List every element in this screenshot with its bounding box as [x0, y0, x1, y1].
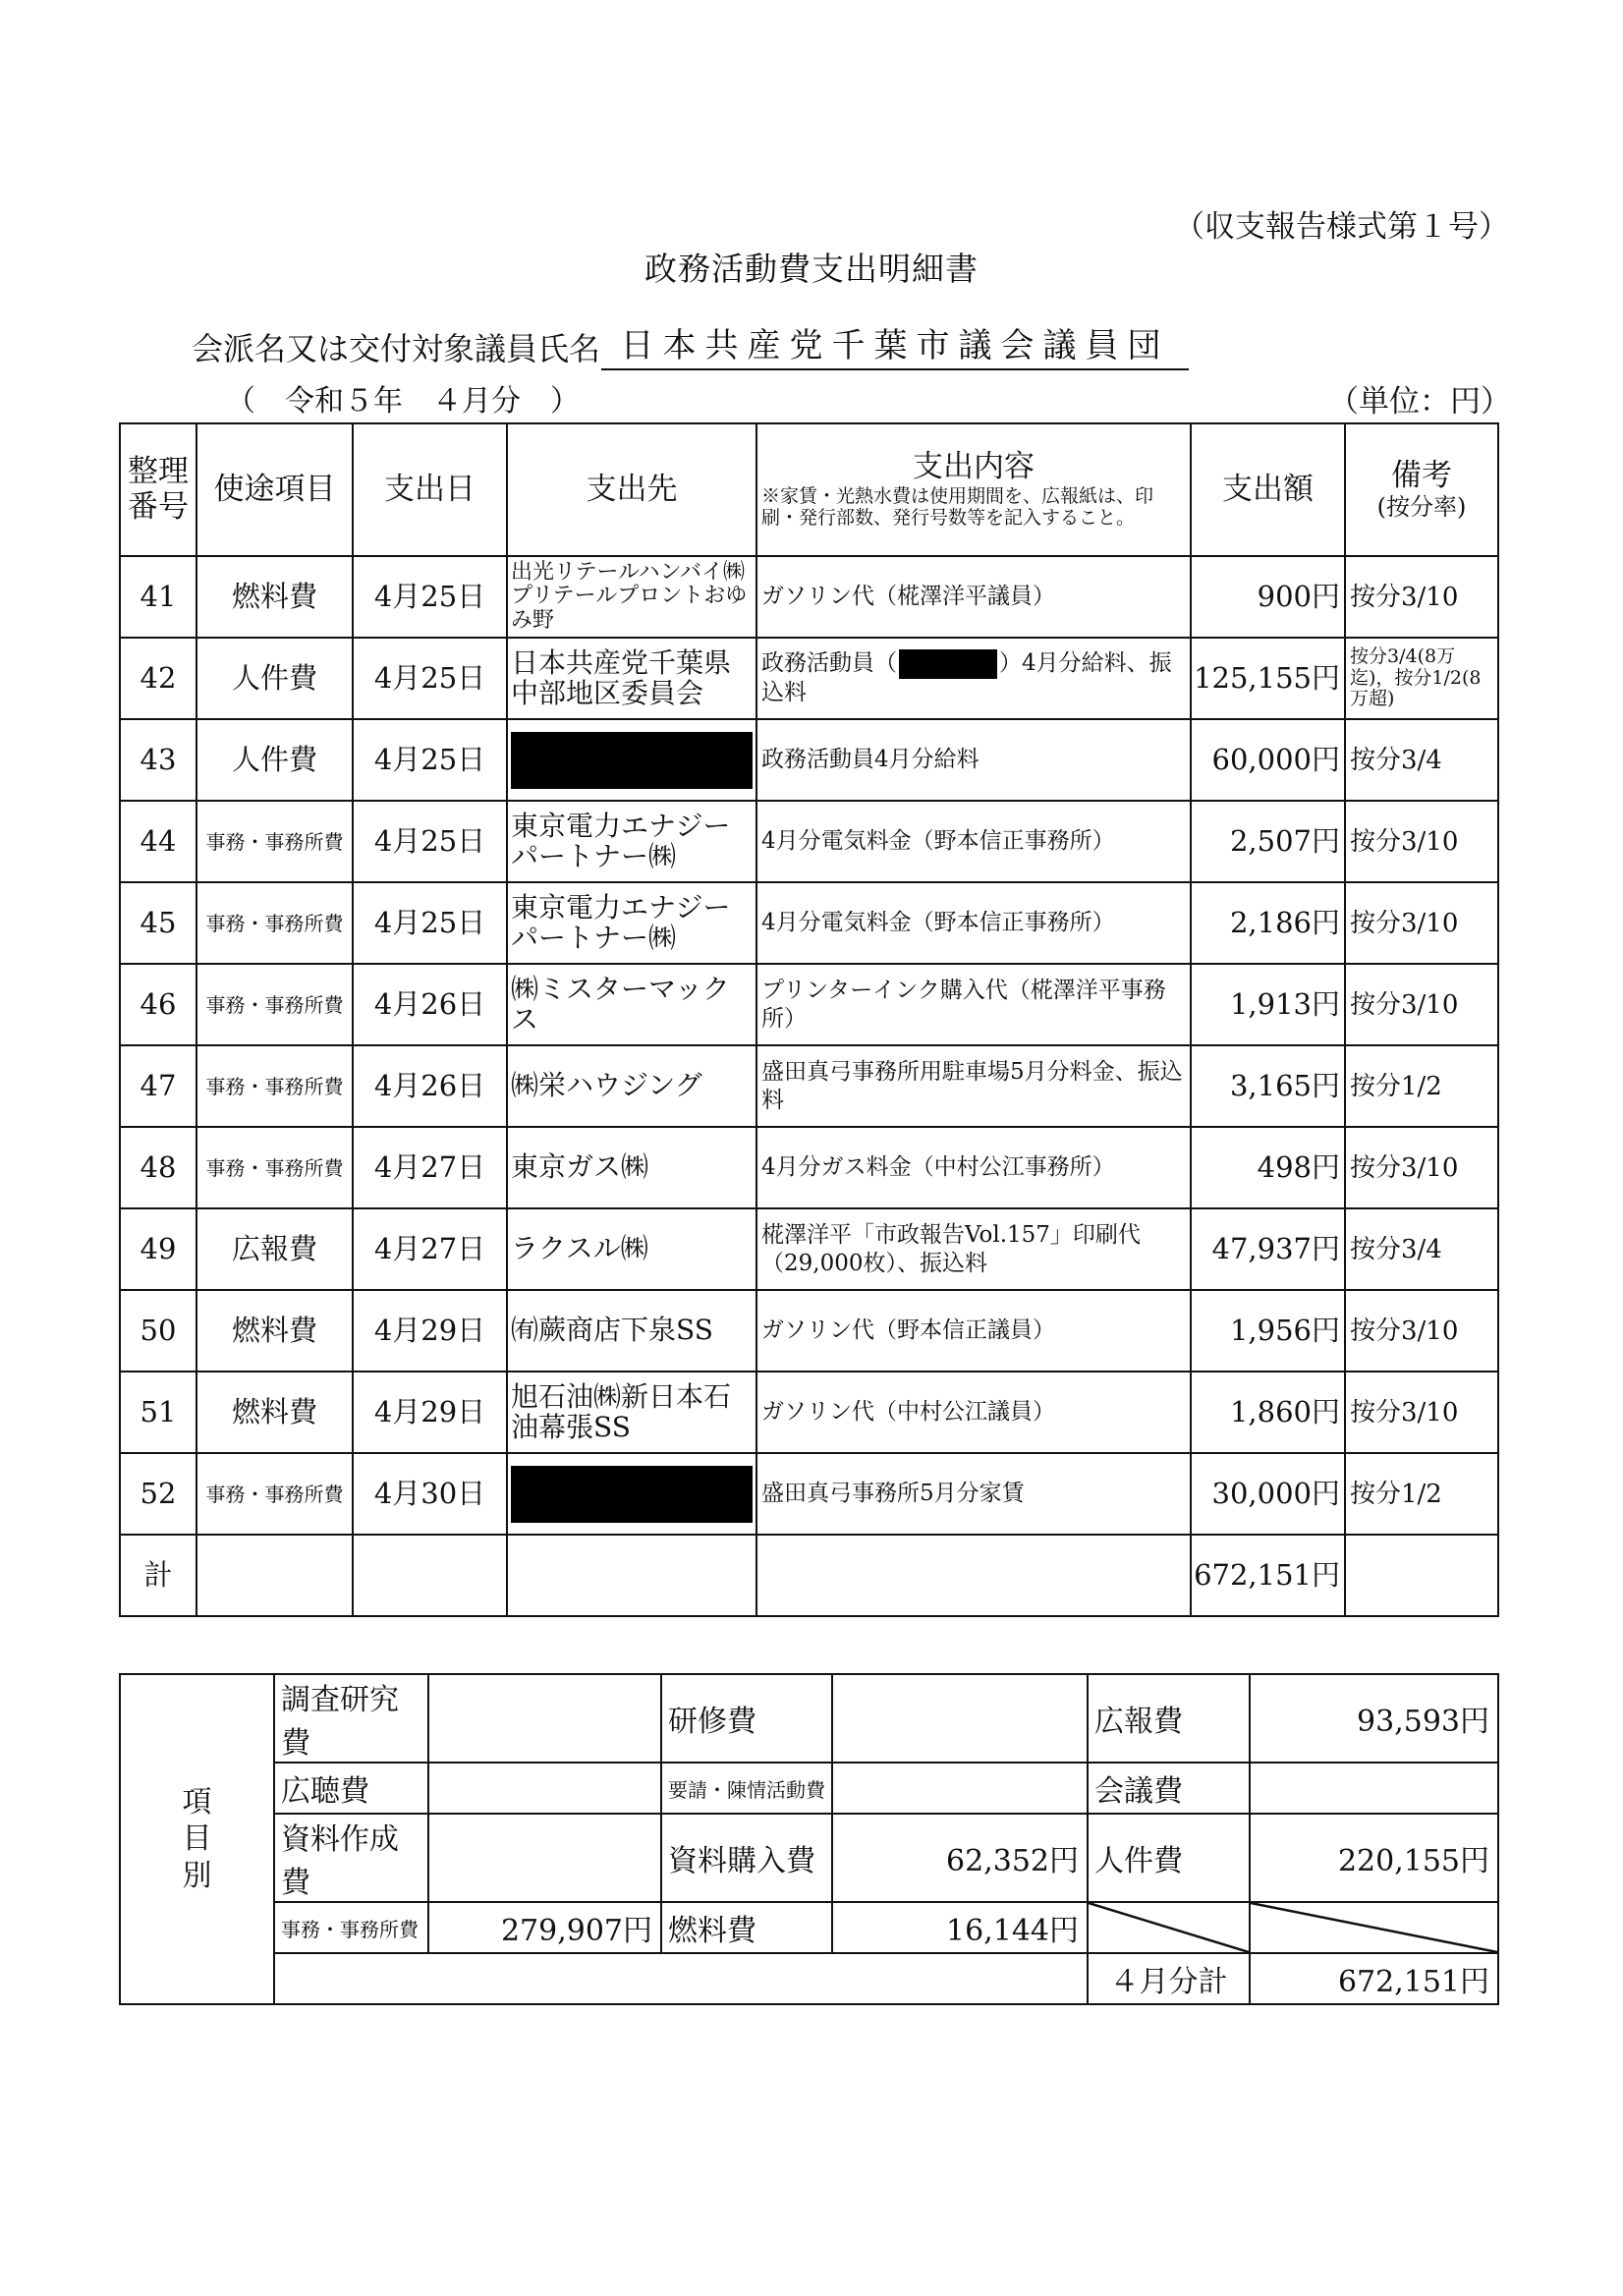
total-empty: [756, 1535, 1191, 1616]
summary-label: 広報費: [1088, 1674, 1250, 1763]
row-note: 按分3/10: [1345, 964, 1498, 1045]
row-payee: ラクスル㈱: [507, 1208, 756, 1290]
row-content: 4月分電気料金（野本信正事務所）: [756, 801, 1191, 882]
header-date: 支出日: [353, 423, 507, 556]
table-row: [120, 1208, 1498, 1290]
row-amount: 60,000円: [1191, 719, 1345, 801]
row-content: 政務活動員4月分給料: [756, 719, 1191, 801]
summary-value: 16,144円: [832, 1902, 1088, 1953]
redaction-block: [511, 1466, 753, 1523]
summary-label: 広聴費: [274, 1763, 428, 1814]
row-content: 4月分電気料金（野本信正事務所）: [756, 882, 1191, 964]
row-amount: 900円: [1191, 556, 1345, 638]
header-remarks: [1345, 423, 1498, 556]
row-date: 4月25日: [353, 719, 507, 801]
row-payee: 東京電力エナジーパートナー㈱: [507, 801, 756, 882]
summary-label: 資料作成費: [274, 1814, 428, 1902]
row-note: 按分3/10: [1345, 882, 1498, 964]
row-no: 47: [120, 1045, 196, 1127]
row-payee: ㈲蕨商店下泉SS: [507, 1290, 756, 1372]
summary-value: 93,593円: [1250, 1674, 1498, 1763]
header-content-title: 支出内容: [913, 448, 1035, 484]
row-note: 按分1/2: [1345, 1045, 1498, 1127]
row-no: 51: [120, 1372, 196, 1453]
row-date: 4月26日: [353, 1045, 507, 1127]
row-category: 事務・事務所費: [196, 964, 353, 1045]
summary-value: [428, 1763, 661, 1814]
row-note: 按分3/10: [1345, 801, 1498, 882]
total-amount: 672,151円: [1191, 1535, 1345, 1616]
row-date: 4月27日: [353, 1208, 507, 1290]
unit-label: （単位：円）: [1328, 384, 1511, 420]
header-content-note: ※家賃・光熱水費は使用期間を、広報紙は、印刷・発行部数、発行号数等を記入すること。: [761, 484, 1154, 530]
table-row: [120, 1290, 1498, 1372]
redaction-block: [511, 732, 753, 789]
row-date: 4月25日: [353, 882, 507, 964]
header-content: [756, 423, 1191, 556]
row-no: 49: [120, 1208, 196, 1290]
summary-section-label: 項 目 別: [120, 1674, 274, 2004]
row-content-post: ）4月分給料、振込料: [761, 650, 1172, 706]
row-date: 4月29日: [353, 1290, 507, 1372]
diagonal-strike-cell: [1088, 1902, 1250, 1953]
row-date: 4月29日: [353, 1372, 507, 1453]
summary-row: [120, 1763, 1498, 1814]
row-category: 燃料費: [196, 1372, 353, 1453]
row-category: 人件費: [196, 638, 353, 719]
row-note: 按分3/4: [1345, 719, 1498, 801]
header-remarks-sub: (按分率): [1376, 492, 1467, 521]
table-row: [120, 1372, 1498, 1453]
table-row: [120, 638, 1498, 719]
header-remarks-title: 備考: [1391, 457, 1452, 493]
row-content: ガソリン代（野本信正議員）: [756, 1290, 1191, 1372]
header-payee: 支出先: [507, 423, 756, 556]
row-note: 按分3/4: [1345, 1208, 1498, 1290]
row-note: 按分1/2: [1345, 1453, 1498, 1535]
diagonal-strike-cell: [1250, 1902, 1498, 1953]
row-no: 43: [120, 719, 196, 801]
row-amount: 125,155円: [1191, 638, 1345, 719]
row-note: 按分3/10: [1345, 1372, 1498, 1453]
summary-total-row: [120, 1953, 1498, 2004]
table-header-row: [120, 423, 1498, 556]
row-category: 事務・事務所費: [196, 882, 353, 964]
row-payee: ㈱ミスターマックス: [507, 964, 756, 1045]
summary-value: [428, 1674, 661, 1763]
row-no: 45: [120, 882, 196, 964]
summary-label: 燃料費: [661, 1902, 832, 1953]
total-row: [120, 1535, 1498, 1616]
row-date: 4月25日: [353, 801, 507, 882]
table-row: [120, 556, 1498, 638]
row-date: 4月25日: [353, 638, 507, 719]
row-no: 46: [120, 964, 196, 1045]
redaction-block: [899, 649, 997, 679]
row-amount: 1,913円: [1191, 964, 1345, 1045]
header-amount: 支出額: [1191, 423, 1345, 556]
row-payee: ㈱栄ハウジング: [507, 1045, 756, 1127]
row-content: ガソリン代（中村公江議員）: [756, 1372, 1191, 1453]
page-title: 政務活動費支出明細書: [644, 250, 979, 288]
party-name: 日本共産党千葉市議会議員団: [601, 318, 1189, 370]
row-no: 50: [120, 1290, 196, 1372]
summary-label: 調査研究費: [274, 1674, 428, 1763]
row-category: 事務・事務所費: [196, 801, 353, 882]
row-amount: 47,937円: [1191, 1208, 1345, 1290]
summary-label: 会議費: [1088, 1763, 1250, 1814]
row-content-pre: 政務活動員（: [761, 650, 897, 677]
summary-row: [120, 1674, 1498, 1763]
summary-row: [120, 1902, 1498, 1953]
form-code: （収支報告様式第１号）: [1174, 209, 1509, 245]
row-amount: 2,507円: [1191, 801, 1345, 882]
row-no: 48: [120, 1127, 196, 1208]
row-payee: 東京ガス㈱: [507, 1127, 756, 1208]
summary-value: [832, 1763, 1088, 1814]
total-empty: [507, 1535, 756, 1616]
summary-empty: [274, 1953, 1088, 2004]
table-row: [120, 882, 1498, 964]
row-date: 4月25日: [353, 556, 507, 638]
row-note: 按分3/10: [1345, 1290, 1498, 1372]
table-row: [120, 1453, 1498, 1535]
row-no: 44: [120, 801, 196, 882]
row-category: 燃料費: [196, 1290, 353, 1372]
row-date: 4月27日: [353, 1127, 507, 1208]
row-content: 4月分ガス料金（中村公江事務所）: [756, 1127, 1191, 1208]
summary-label: 研修費: [661, 1674, 832, 1763]
row-amount: 30,000円: [1191, 1453, 1345, 1535]
row-date: 4月26日: [353, 964, 507, 1045]
row-content: プリンターインク購入代（椛澤洋平事務所）: [756, 964, 1191, 1045]
summary-value: [1250, 1763, 1498, 1814]
summary-value: 62,352円: [832, 1814, 1088, 1902]
table-row: [120, 1127, 1498, 1208]
report-period: （ 令和５年 ４月分 ）: [226, 384, 580, 419]
total-empty: [196, 1535, 353, 1616]
row-category: 人件費: [196, 719, 353, 801]
row-payee-redacted: [507, 719, 756, 801]
summary-value: [832, 1674, 1088, 1763]
table-row: [120, 1045, 1498, 1127]
row-content: 椛澤洋平「市政報告Vol.157」印刷代（29,000枚）、振込料: [756, 1208, 1191, 1290]
row-category: 広報費: [196, 1208, 353, 1290]
header-category: 使途項目: [196, 423, 353, 556]
row-note: 按分3/4(8万迄)，按分1/2(8万超): [1345, 638, 1498, 719]
row-content: 盛田真弓事務所用駐車場5月分料金、振込料: [756, 1045, 1191, 1127]
month-total-label: ４月分計: [1088, 1953, 1250, 2004]
row-content: 盛田真弓事務所5月分家賃: [756, 1453, 1191, 1535]
row-no: 52: [120, 1453, 196, 1535]
summary-label: 人件費: [1088, 1814, 1250, 1902]
summary-label: 事務・事務所費: [274, 1902, 428, 1953]
table-row: [120, 719, 1498, 801]
row-payee: 出光リテールハンバイ㈱プリテールプロントおゆみ野: [507, 556, 756, 638]
row-note: 按分3/10: [1345, 1127, 1498, 1208]
row-category: 事務・事務所費: [196, 1453, 353, 1535]
row-category: 燃料費: [196, 556, 353, 638]
total-label: 計: [120, 1535, 196, 1616]
row-amount: 2,186円: [1191, 882, 1345, 964]
row-payee: 旭石油㈱新日本石油幕張SS: [507, 1372, 756, 1453]
party-label: 会派名又は交付対象議員氏名: [192, 330, 601, 367]
expense-detail-table: [119, 422, 1499, 1617]
category-summary-table: [119, 1673, 1499, 2005]
total-empty: [353, 1535, 507, 1616]
summary-value: [428, 1814, 661, 1902]
row-amount: 1,860円: [1191, 1372, 1345, 1453]
row-category: 事務・事務所費: [196, 1045, 353, 1127]
row-amount: 3,165円: [1191, 1045, 1345, 1127]
row-note: 按分3/10: [1345, 556, 1498, 638]
month-total-value: 672,151円: [1250, 1953, 1498, 2004]
row-payee: 日本共産党千葉県中部地区委員会: [507, 638, 756, 719]
summary-label: 要請・陳情活動費: [661, 1763, 832, 1814]
row-category: 事務・事務所費: [196, 1127, 353, 1208]
row-amount: 1,956円: [1191, 1290, 1345, 1372]
header-no: 整理 番号: [120, 423, 196, 556]
table-row: [120, 964, 1498, 1045]
row-no: 41: [120, 556, 196, 638]
row-date: 4月30日: [353, 1453, 507, 1535]
summary-row: [120, 1814, 1498, 1902]
row-amount: 498円: [1191, 1127, 1345, 1208]
summary-value: 220,155円: [1250, 1814, 1498, 1902]
total-empty: [1345, 1535, 1498, 1616]
table-row: [120, 801, 1498, 882]
row-content: [756, 638, 1191, 719]
row-payee-redacted: [507, 1453, 756, 1535]
row-payee: 東京電力エナジーパートナー㈱: [507, 882, 756, 964]
summary-label: 資料購入費: [661, 1814, 832, 1902]
summary-value: 279,907円: [428, 1902, 661, 1953]
row-no: 42: [120, 638, 196, 719]
row-content: ガソリン代（椛澤洋平議員）: [756, 556, 1191, 638]
